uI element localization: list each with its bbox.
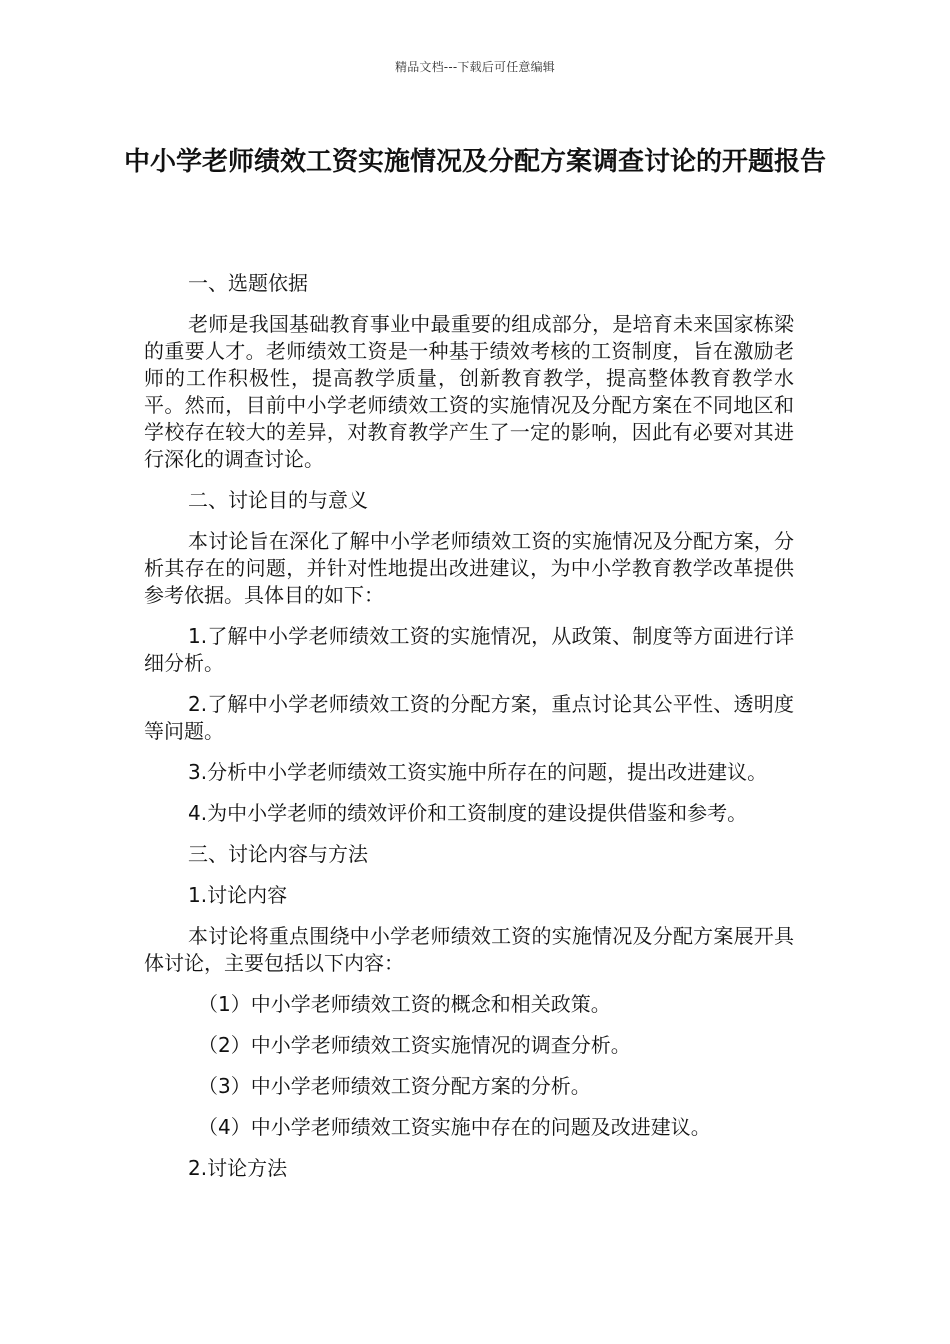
list-item: 4.为中小学老师的绩效评价和工资制度的建设提供借鉴和参考。	[188, 801, 748, 825]
document-title: 中小学老师绩效工资实施情况及分配方案调查讨论的开题报告	[123, 147, 826, 177]
list-item: （1）中小学老师绩效工资的概念和相关政策。	[198, 992, 611, 1016]
subsection-heading: 1.讨论内容	[188, 883, 288, 907]
list-item: （4）中小学老师绩效工资实施中存在的问题及改进建议。	[198, 1115, 711, 1139]
paragraph: 老师是我国基础教育事业中最重要的组成部分，是培育未来国家栋梁的重要人才。老师绩效工资是一种基于绩效考核的工资制度，旨在激励老师的工作积极性，提高教学质量，创新教育教学，提高整体教育教学水平。然而，目前中小学老师绩效工资的实施情况及分配方案在不同地区和学校存在较大的差异，对教育教学产生了一定的影响，因此有必要对其进行深化的调查讨论。	[144, 312, 794, 471]
paragraph: 本讨论将重点围绕中小学老师绩效工资的实施情况及分配方案展开具体讨论，主要包括以下内容：	[144, 924, 794, 975]
list-item: 1.了解中小学老师绩效工资的实施情况，从政策、制度等方面进行详细分析。	[144, 624, 794, 675]
list-item: 3.分析中小学老师绩效工资实施中所存在的问题，提出改进建议。	[188, 760, 768, 784]
list-item: （3）中小学老师绩效工资分配方案的分析。	[198, 1074, 591, 1098]
list-item: （2）中小学老师绩效工资实施情况的调查分析。	[198, 1033, 631, 1057]
section-heading-1: 一、选题依据	[188, 271, 308, 295]
document-body	[144, 270, 794, 1196]
list-item: 2.了解中小学老师绩效工资的分配方案，重点讨论其公平性、透明度等问题。	[144, 692, 794, 743]
section-heading-3: 三、讨论内容与方法	[188, 842, 368, 866]
section-heading-2: 二、讨论目的与意义	[188, 488, 368, 512]
paragraph: 本讨论旨在深化了解中小学老师绩效工资的实施情况及分配方案，分析其存在的问题，并针对性地提出改进建议，为中小学教育教学改革提供参考依据。具体目的如下：	[144, 529, 794, 607]
subsection-heading: 2.讨论方法	[188, 1156, 288, 1180]
header-note: 精品文档---下载后可任意编辑	[395, 60, 555, 74]
